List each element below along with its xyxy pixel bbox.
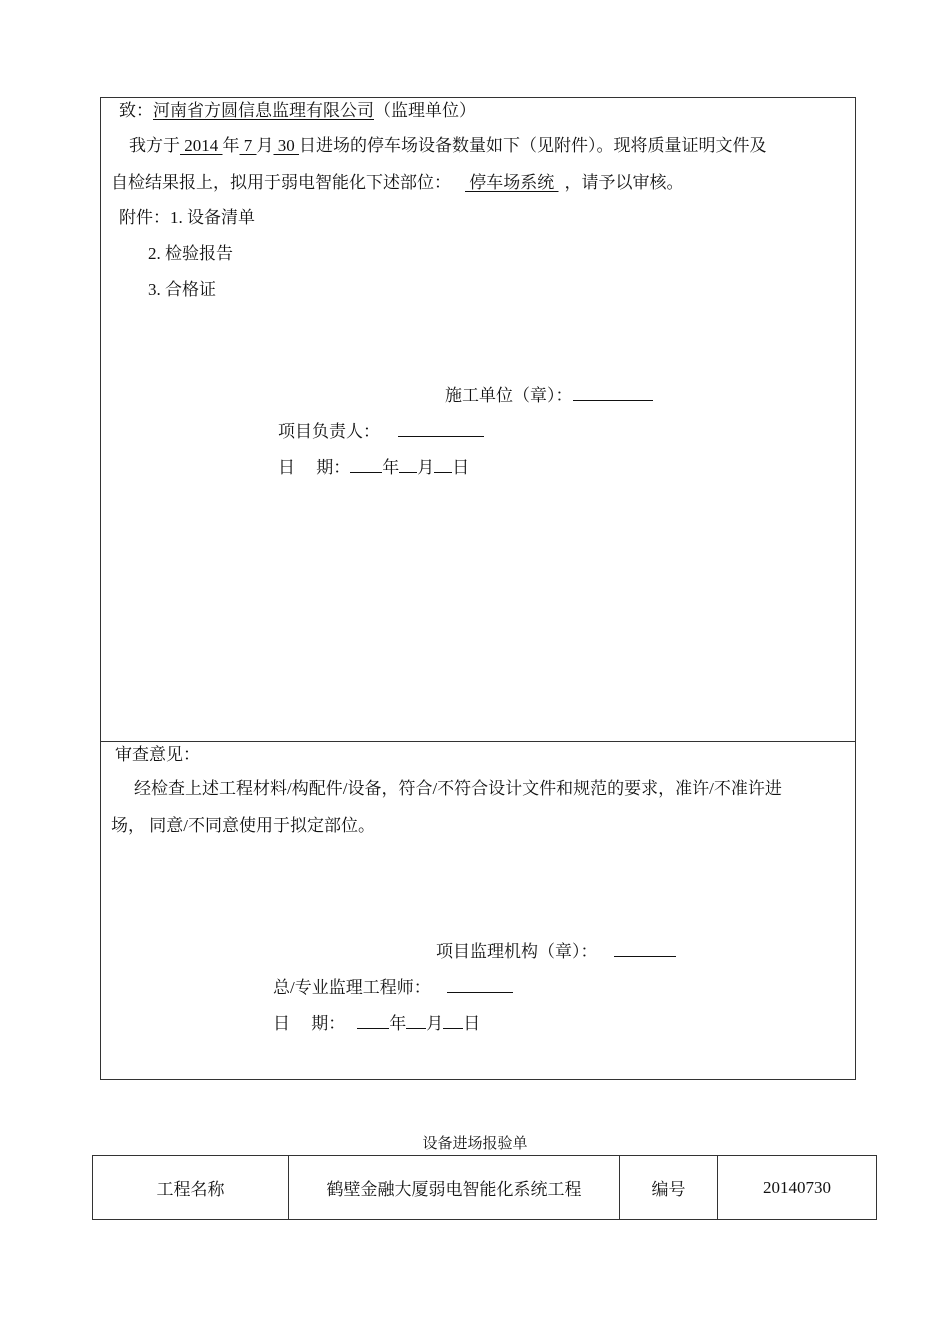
month-text: 月 [256,136,274,155]
entry-day: 30 [273,136,299,155]
form-caption: 设备进场报验单 [422,1136,528,1152]
date-label: 日 期： [278,458,351,477]
section-divider [101,741,855,742]
day-label: 日 [452,458,470,477]
project-info-table [92,1155,877,1220]
supervision-seal-label: 项目监理机构（章）： [436,942,598,961]
year-label: 年 [389,1014,407,1033]
month-blank [399,457,417,473]
review-request-text: ，请予以审核。 [564,173,684,192]
year-blank [357,1013,389,1029]
date-label: 日 期： [273,1014,346,1033]
to-prefix: 致： [119,101,153,120]
contractor-seal-label: 施工单位（章）： [445,386,573,405]
addressee-line [119,100,476,122]
engineer-blank [447,977,513,993]
project-name-label: 工程名称 [93,1156,289,1220]
declaration-text-cont: 日进场的停车场设备数量如下（见附件）。现将质量证明文件及 [299,136,767,155]
day-blank [443,1013,463,1029]
usage-location: 停车场系统 [465,173,559,192]
project-manager-line [278,421,484,443]
entry-year: 2014 [180,136,223,155]
year-blank [350,457,382,473]
entry-month: 7 [239,136,257,155]
day-blank [434,457,452,473]
review-line-1: 经检查上述工程材料/构配件/设备，符合/不符合设计文件和规范的要求，准许/不准许进 [134,779,782,798]
month-label: 月 [426,1014,444,1033]
declaration-text: 我方于 [129,136,180,155]
usage-text: 自检结果报上，拟用于弱电智能化下述部位： [111,173,451,192]
supervision-date-line [273,1013,480,1035]
engineer-line [273,977,513,999]
review-title: 审查意见： [115,745,200,764]
supervision-seal-line [436,941,676,963]
contractor-date-line [278,457,469,479]
inspection-form [100,97,856,1080]
project-manager-blank [398,421,484,437]
contractor-seal-line [445,385,653,407]
attachment-3: 3. 合格证 [148,280,216,299]
engineer-label: 总/专业监理工程师： [273,978,431,997]
day-label: 日 [463,1014,481,1033]
declaration-line-2 [111,172,684,194]
supervision-seal-blank [614,941,676,957]
attachment-2: 2. 检验报告 [148,244,233,263]
attachment-1: 附件：1. 设备清单 [119,208,255,227]
supervisor-suffix: （监理单位） [374,101,476,120]
table-row [93,1156,877,1220]
review-line-2: 场， 同意/不同意使用于拟定部位。 [111,816,375,835]
declaration-line-1 [129,135,767,157]
project-manager-label: 项目负责人： [278,422,380,441]
project-name-value: 鹤壁金融大厦弱电智能化系统工程 [289,1156,620,1220]
number-label: 编号 [620,1156,718,1220]
contractor-seal-blank [573,385,653,401]
number-value: 20140730 [718,1156,877,1220]
year-text: 年 [222,136,240,155]
month-blank [406,1013,426,1029]
supervisor-company: 河南省方圆信息监理有限公司 [153,101,374,120]
month-label: 月 [417,458,435,477]
year-label: 年 [382,458,400,477]
